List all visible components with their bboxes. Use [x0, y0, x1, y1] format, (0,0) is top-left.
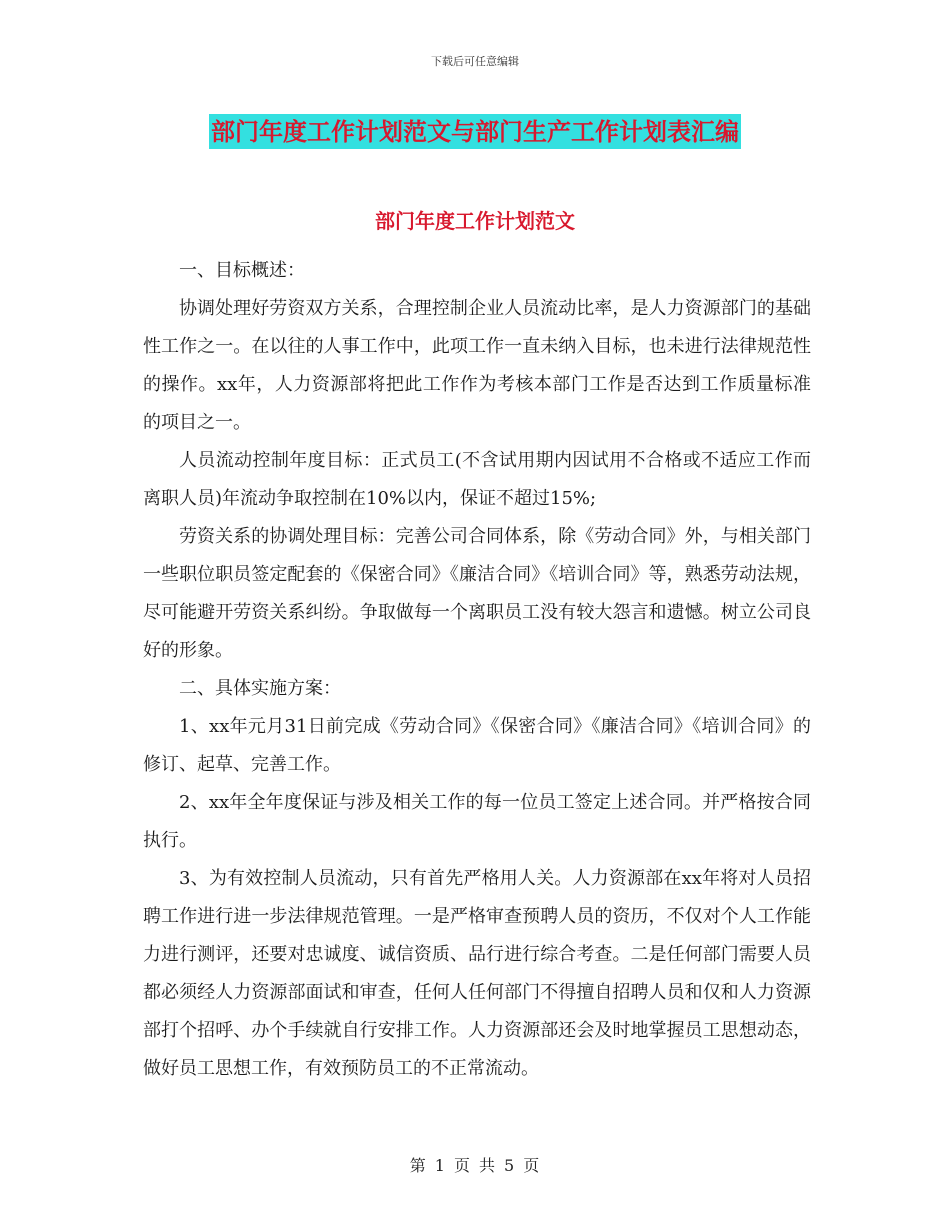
total-pages: 5 [504, 1156, 516, 1175]
page-footer [0, 1153, 950, 1176]
paragraph: 2、xx年全年度保证与涉及相关工作的每一位员工签定上述合同。并严格按合同执行。 [143, 792, 811, 851]
document-title [0, 112, 950, 147]
document-title-text: 部门年度工作计划范文与部门生产工作计划表汇编 [209, 114, 741, 149]
footer-gong: 共 [479, 1156, 497, 1175]
paragraph: 3、为有效控制人员流动，只有首先严格用人关。人力资源部在xx年将对人员招聘工作进行进一步法律规范管理。一是严格审查预聘人员的资历，不仅对个人工作能力进行测评，还要对忠诚度、诚信资质、品行进行综合考查。二是任何部门需要人员都必须经人力资源部面试和审查，任何人任何部门不得擅自招聘人员和仅和人力资源部打个招呼、办个手续就自行安排工作。人力资源部还会及时地掌握员工思想动态，做好员工思想工作，有效预防员工的不正常流动。 [143, 868, 811, 1079]
paragraph: 人员流动控制年度目标：正式员工(不含试用期内因试用不合格或不适应工作而离职人员)年流动争取控制在10%以内，保证不超过15%; [143, 450, 811, 509]
paragraph: 1、xx年元月31日前完成《劳动合同》《保密合同》《廉洁合同》《培训合同》的修订、起草、完善工作。 [143, 716, 811, 775]
footer-ye2: 页 [523, 1156, 541, 1175]
paragraph: 协调处理好劳资双方关系，合理控制企业人员流动比率，是人力资源部门的基础性工作之一。在以往的人事工作中，此项工作一直未纳入目标，也未进行法律规范性的操作。xx年，人力资源部将把此工作作为考核本部门工作是否达到工作质量标准的项目之一。 [143, 298, 811, 433]
footer-ye: 页 [453, 1156, 471, 1175]
section-title: 部门年度工作计划范文 [375, 209, 575, 233]
document-body [143, 252, 811, 1088]
paragraph: 二、具体实施方案： [179, 678, 341, 699]
footer-di: 第 [409, 1156, 427, 1175]
paragraph: 劳资关系的协调处理目标：完善公司合同体系，除《劳动合同》外，与相关部门一些职位职员签定配套的《保密合同》《廉洁合同》《培训合同》等，熟悉劳动法规，尽可能避开劳资关系纠纷。争取做每一个离职员工没有较大怨言和遗憾。树立公司良好的形象。 [143, 526, 811, 661]
paragraph: 一、目标概述： [179, 260, 305, 281]
header-note: 下载后可任意编辑 [431, 55, 519, 68]
current-page-number: 1 [434, 1156, 446, 1175]
